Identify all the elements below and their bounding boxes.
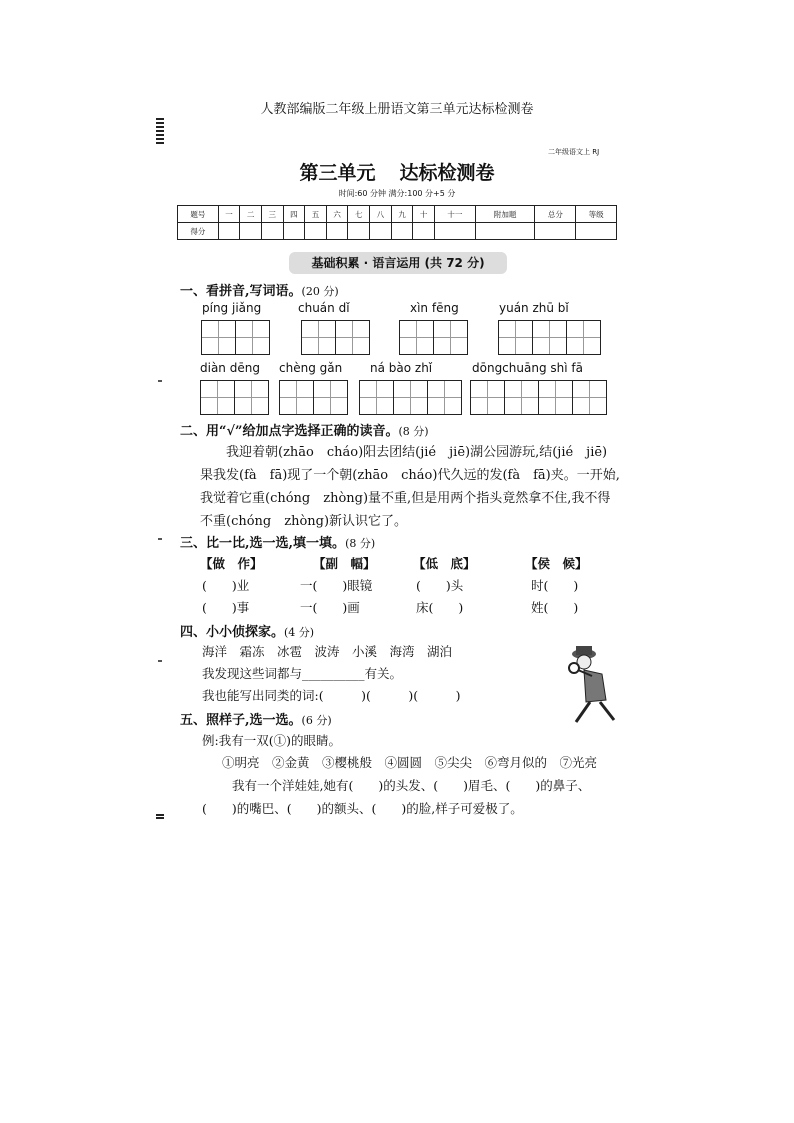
scan-ink-mark [158, 380, 162, 382]
fill-line[interactable]: 我也能写出同类的词:( )( )( ) [202, 688, 461, 703]
writing-box[interactable] [235, 320, 270, 355]
question-score: (6 分) [301, 714, 332, 727]
word-list: 海洋 霜冻 冰雹 波涛 小溪 海湾 湖泊 [202, 644, 453, 659]
score-blank[interactable] [218, 223, 240, 240]
score-blank[interactable] [261, 223, 283, 240]
grade-tag: 二年级语文上 RJ [548, 148, 600, 156]
score-table [177, 205, 617, 240]
question-title-text: 五、照样子,选一选。 [180, 713, 302, 728]
writing-box[interactable] [566, 320, 601, 355]
pinyin-label: dōngchuāng shì fā [472, 361, 583, 375]
writing-box[interactable] [538, 380, 573, 415]
scan-ink-mark [158, 660, 162, 662]
question-title-text: 四、小小侦探家。 [180, 625, 285, 640]
score-blank[interactable] [240, 223, 262, 240]
question-title-text: 一、看拼音,写词语。 [180, 284, 302, 299]
section-banner: 基础积累 · 语言运用 (共 72 分) [289, 252, 507, 274]
exam-meta: 时间:60 分钟 满分:100 分+5 分 [338, 189, 456, 198]
score-cell: 十 [413, 206, 435, 223]
question-2-title [180, 420, 429, 439]
score-cell: 五 [305, 206, 327, 223]
fill-line[interactable]: 我发现这些词都与__________有关。 [202, 666, 403, 681]
pinyin-label: chèng gǎn [279, 361, 343, 375]
writing-box[interactable] [335, 320, 370, 355]
score-cell: 六 [326, 206, 348, 223]
score-cell: 三 [261, 206, 283, 223]
writing-grid [471, 380, 607, 415]
question-3-title [180, 532, 375, 551]
score-cell: 二 [240, 206, 262, 223]
question-score: (8 分) [345, 537, 376, 550]
writing-box[interactable] [433, 320, 468, 355]
score-table-score-row [178, 223, 617, 240]
score-cell: 等级 [576, 206, 617, 223]
writing-grid [201, 380, 269, 415]
question-title-text: 二、用“√”给加点字选择正确的读音。 [180, 424, 399, 439]
question-2-passage: 我迎着朝(zhāo cháo)阳去团结(jié jiē)湖公园游玩,结(jié jiē)果我发(fà fā)现了一个朝(zhāo cháo)代久远的发(fà fā)夹。一开始,我觉着它重(chóng zhòng)量不重,但是用两个指头竟然拿不住,我不得不重(chóng zhòng)新认识它了。 [200, 445, 620, 529]
pinyin-label: ná bào zhǐ [370, 361, 433, 375]
writing-box[interactable] [504, 380, 539, 415]
score-cell: 九 [391, 206, 413, 223]
writing-box[interactable] [470, 380, 505, 415]
example-sentence: 例:我有一双(①)的眼睛。 [202, 733, 341, 748]
score-blank[interactable] [475, 223, 535, 240]
score-cell: 一 [218, 206, 240, 223]
fill-blank[interactable]: 床( ) [416, 600, 464, 615]
question-4-title [180, 621, 314, 640]
writing-grid [280, 380, 348, 415]
pinyin-label: píng jiǎng [202, 301, 262, 315]
fill-blank[interactable]: ( )头 [416, 578, 464, 593]
writing-box[interactable] [532, 320, 567, 355]
writing-grid [400, 320, 468, 355]
score-blank[interactable] [535, 223, 576, 240]
score-blank[interactable] [326, 223, 348, 240]
writing-box[interactable] [498, 320, 533, 355]
score-cell: 题号 [178, 206, 219, 223]
writing-box[interactable] [427, 380, 462, 415]
question-score: (8 分) [398, 425, 429, 438]
score-cell: 十一 [434, 206, 475, 223]
score-cell: 八 [370, 206, 392, 223]
question-score: (20 分) [301, 285, 339, 298]
writing-box[interactable] [313, 380, 348, 415]
writing-box[interactable] [200, 380, 235, 415]
score-blank[interactable] [413, 223, 435, 240]
fill-blank[interactable]: 时( ) [531, 578, 579, 593]
writing-box[interactable] [234, 380, 269, 415]
writing-box[interactable] [301, 320, 336, 355]
fill-blank[interactable]: ( )业 [202, 578, 250, 593]
pinyin-label: diàn dēng [200, 361, 260, 375]
writing-grid [360, 380, 462, 415]
score-blank[interactable] [305, 223, 327, 240]
char-pair-header: 【做 作】 [200, 556, 263, 571]
score-cell: 总分 [535, 206, 576, 223]
fill-blank[interactable]: 一( )画 [300, 600, 360, 615]
score-blank[interactable] [370, 223, 392, 240]
fill-blank[interactable]: 一( )眼镜 [300, 578, 373, 593]
writing-grid [202, 320, 270, 355]
writing-grid [302, 320, 370, 355]
scan-barcode-mark [156, 118, 164, 146]
score-blank[interactable] [348, 223, 370, 240]
score-blank[interactable] [391, 223, 413, 240]
title-unit: 第三单元 [299, 162, 376, 184]
score-label: 得分 [178, 223, 219, 240]
question-1-title [180, 280, 339, 299]
writing-box[interactable] [279, 380, 314, 415]
writing-box[interactable] [572, 380, 607, 415]
char-pair-header: 【副 幅】 [313, 556, 376, 571]
writing-box[interactable] [359, 380, 394, 415]
question-title-text: 三、比一比,选一选,填一填。 [180, 536, 346, 551]
pinyin-label: xìn fēng [410, 301, 459, 315]
writing-box[interactable] [201, 320, 236, 355]
scan-barcode-mark-bottom [156, 814, 164, 820]
score-cell: 四 [283, 206, 305, 223]
fill-sentence[interactable]: 我有一个洋娃娃,她有( )的头发、( )眉毛、( )的鼻子、 [232, 778, 591, 793]
writing-box[interactable] [393, 380, 428, 415]
writing-box[interactable] [399, 320, 434, 355]
score-blank[interactable] [576, 223, 617, 240]
option-list: ①明亮 ②金黄 ③樱桃般 ④圆圆 ⑤尖尖 ⑥弯月似的 ⑦光亮 [222, 755, 598, 770]
char-pair-header: 【低 底】 [413, 556, 476, 571]
score-blank[interactable] [434, 223, 475, 240]
pinyin-label: yuán zhū bǐ [499, 301, 569, 315]
writing-grid [499, 320, 601, 355]
score-table-header-row [178, 206, 617, 223]
fill-blank[interactable]: ( )事 [202, 600, 250, 615]
char-pair-header: 【侯 候】 [525, 556, 588, 571]
score-blank[interactable] [283, 223, 305, 240]
document-header: 人教部编版二年级上册语文第三单元达标检测卷 [260, 102, 534, 117]
exam-title [0, 158, 794, 185]
pinyin-label: chuán dǐ [298, 301, 350, 315]
scan-ink-mark [158, 538, 162, 540]
question-5-title [180, 709, 332, 728]
question-score: (4 分) [284, 626, 315, 639]
fill-sentence[interactable]: ( )的嘴巴、( )的额头、( )的脸,样子可爱极了。 [202, 801, 523, 816]
detective-illustration [562, 640, 622, 725]
score-cell: 七 [348, 206, 370, 223]
fill-blank[interactable]: 姓( ) [531, 600, 579, 615]
title-main: 达标检测卷 [399, 162, 495, 184]
score-cell: 附加题 [475, 206, 535, 223]
